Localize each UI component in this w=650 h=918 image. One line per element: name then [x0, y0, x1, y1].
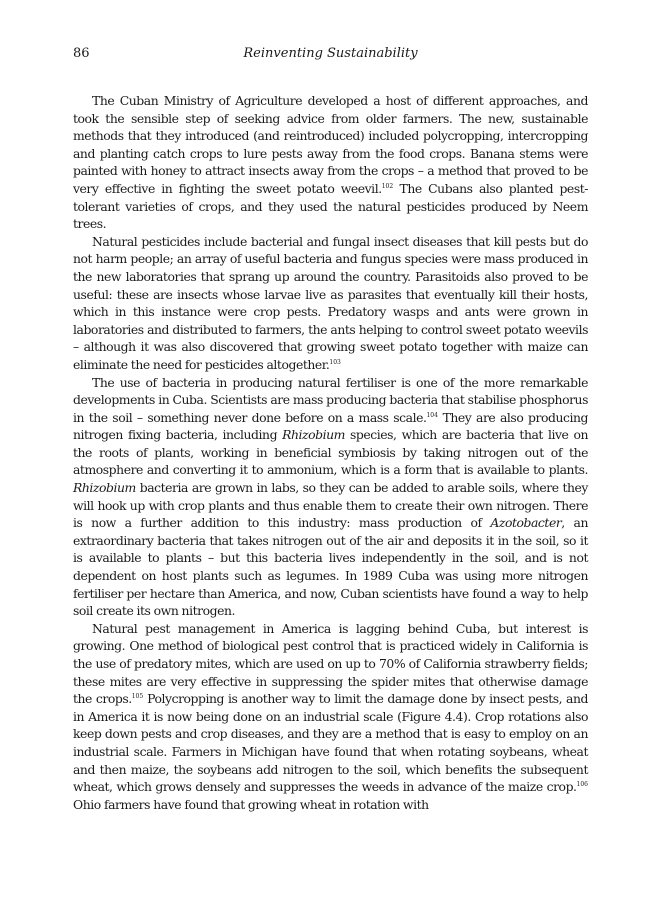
footnote-marker[interactable]: 106 [576, 781, 588, 789]
page-number: 86 [73, 46, 90, 61]
footnote-marker[interactable]: 105 [131, 693, 144, 701]
running-title: Reinventing Sustainability [243, 46, 418, 61]
italic-term: Azotobacter [490, 515, 562, 531]
footnote-marker[interactable]: 102 [381, 182, 394, 190]
paragraph: Natural pesticides include bacterial and fungal insect diseases that kill pests but do not harm people; an array of useful bacteria and fungus species were mass produced in the new laboratories that sprang up around the country. Parasitoids also proved to be useful: these are insects whose larvae live as parasites that eventually kill their hosts, which in this instance were crop pests. Predatory wasps and ants were grown in laboratories and distributed to farmers, the ants helping to control sweet potato weevils – although it was also discovered that growing sweet potato together with maize can eliminate the need for pesticides altogether.$^{103}$ [73, 233, 588, 372]
footnote-marker[interactable]: 104 [426, 411, 438, 419]
footnote-marker[interactable]: 103 [329, 358, 341, 366]
italic-term: Rhizobium [73, 480, 136, 496]
italic-term: Rhizobium [282, 427, 345, 443]
running-head [73, 46, 588, 66]
paragraph: The use of bacteria in producing natural fertiliser is one of the more remarkable developments in Cuba. Scientists are mass producing bacteria that stabilise phosphorus in the soil – something never done before on a mass scale.$^{104}$ They are also producing nitrogen fixing bacteria, including Rhizobium species, which are bacteria that live on the roots of plants, working in beneficial symbiosis by taking nitrogen out of the atmosphere and converting it to ammonium, which is a form that is available to plants. Rhizobium bacteria are grown in labs, so they can be added to arable soils, where they will hook up with crop plants and thus enable them to create their own nitrogen. There is now a further addition to this industry: mass production of Azotobacter, an extraordinary bacteria that takes nitrogen out of the air and deposits it in the soil, so it is available to plants – but this bacteria lives independently in the soil, and is not dependent on host plants such as legumes. In 1989 Cuba was using more nitrogen fertiliser per hectare than America, and now, Cuban scientists have found a way to help soil create its own nitrogen. [73, 374, 589, 619]
paragraph: Natural pest management in America is lagging behind Cuba, but interest is growing. One method of biological pest control that is practiced widely in California is the use of predatory mites, which are used on up to 70% of California strawberry fields; these mites are very effective in suppressing the spider mites that otherwise damage the crops.$^{105}$ Polycropping is another way to limit the damage done by insect pests, and in America it is now being done on an industrial scale (Figure 4.4). Crop rotations also keep down pests and crop diseases, and they are a method that is easy to employ on an industrial scale. Farmers in Michigan have found that when rotating soybeans, wheat and then maize, the soybeans add nitrogen to the soil, which benefits the subsequent wheat, which grows densely and suppresses the weeds in advance of the maize crop.$^{106}$ Ohio farmers have found that growing wheat in rotation with [73, 620, 588, 812]
paragraph: The Cuban Ministry of Agriculture developed a host of different approaches, and took the sensible step of seeking advice from older farmers. The new, sustainable methods that they introduced (and reintroduced) included polycropping, intercropping and planting catch crops to lure pests away from the food crops. Banana stems were painted with honey to attract insects away from the crops – a method that proved to be very effective in fighting the sweet potato weevil.$^{102}$ The Cubans also planted pest-tolerant varieties of crops, and they used the natural pesticides produced by Neem trees. [73, 93, 588, 232]
body-text [73, 92, 588, 813]
